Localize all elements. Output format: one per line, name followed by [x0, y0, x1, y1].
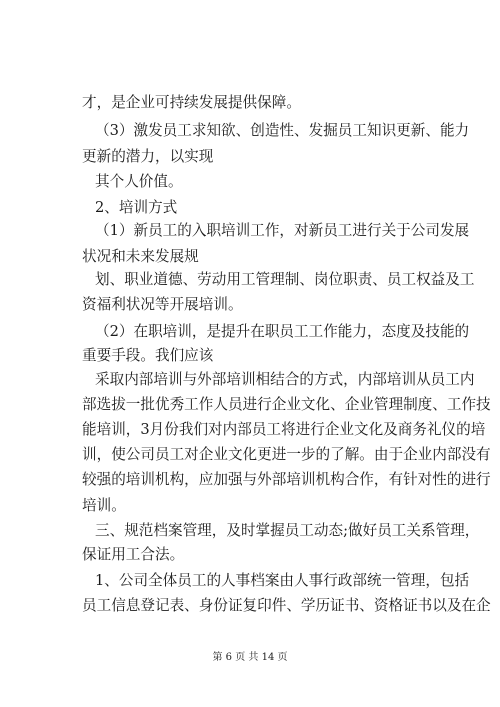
section-heading: 2、培训方式	[95, 199, 178, 216]
text-line: 重要手段。我们应该	[82, 347, 214, 364]
text-line: 划、职业道德、劳动用工管理制、岗位职责、员工权益及工	[95, 271, 475, 288]
text-line: 训，使公司员工对企业文化更进一步的了解。由于企业内部没有	[82, 446, 491, 463]
text-line: 状况和未来发展规	[82, 248, 199, 265]
text-line: 培训。	[82, 497, 126, 514]
text-line: 采取内部培训与外部培训相结合的方式，内部培训从员工内	[95, 371, 475, 388]
text-line: 资福利状况等开展培训。	[82, 296, 243, 313]
text-line: （2）在职培训，是提升在职员工工作能力，态度及技能的	[95, 323, 470, 340]
section-heading: 三、规范档案管理，及时掌握员工动态;做好员工关系管理，	[95, 522, 480, 539]
text-line: 员工信息登记表、身份证复印件、学历证书、资格证书以及在企	[82, 597, 491, 614]
text-line: 才，是企业可持续发展提供保障。	[82, 94, 301, 111]
text-line: （1）新员工的入职培训工作，对新员工进行关于公司发展	[95, 222, 470, 239]
text-line: 1、公司全体员工的人事档案由人事行政部统一管理，包括	[95, 572, 470, 589]
page-footer: 第 6 页 共 14 页	[212, 652, 288, 663]
text-line: 其个人价值。	[95, 173, 183, 190]
text-line: 较强的培训机构，应加强与外部培训机构合作，有针对性的进行	[82, 471, 491, 488]
text-line: 能培训，3月份我们对内部员工将进行企业文化及商务礼仪的培	[82, 421, 486, 438]
text-line: 保证用工合法。	[82, 546, 185, 563]
text-line: 部选拔一批优秀工作人员进行企业文化、企业管理制度、工作技	[82, 396, 491, 413]
text-line: （3）激发员工求知欲、创造性、发掘员工知识更新、能力	[95, 122, 470, 139]
text-line: 更新的潜力，以实现	[82, 148, 214, 165]
